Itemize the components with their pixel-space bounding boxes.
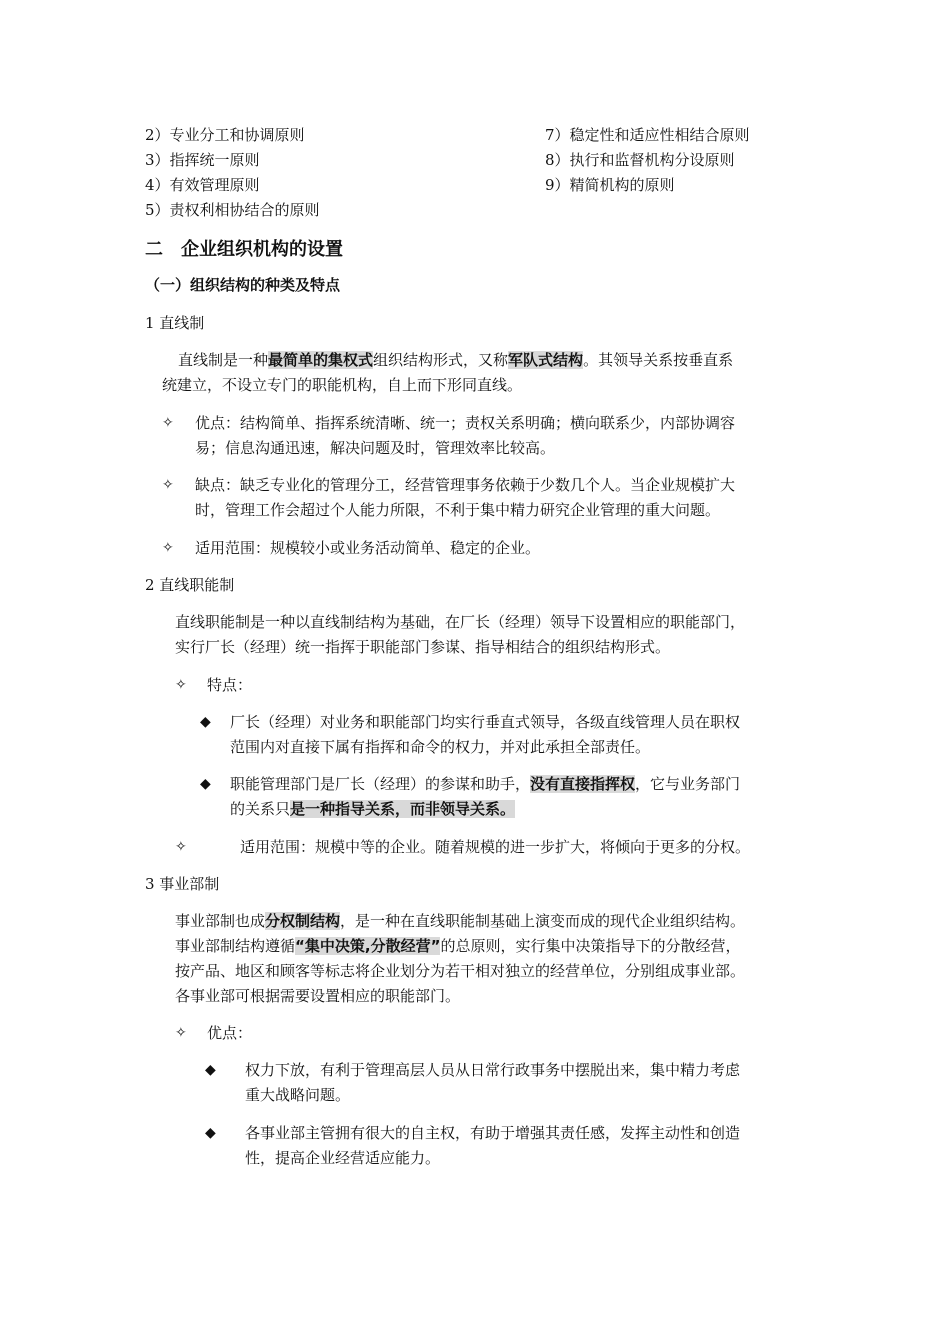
bullet-text: 适用范围：规模较小或业务活动简单、稳定的企业。	[195, 539, 541, 557]
bullet-text: 范围内对直接下属有指挥和命令的权力，并对此承担全部责任。	[230, 738, 651, 756]
bullet-text: 适用范围：规模中等的企业。随着规模的进一步扩大，将倾向于更多的分权。	[240, 838, 751, 856]
paragraph-line: 各事业部可根据需要设置相应的职能部门。	[175, 987, 461, 1005]
paragraph-line: 统建立，不设立专门的职能机构，自上而下形同直线。	[162, 376, 523, 394]
bullet-star-icon: ✧	[162, 415, 174, 431]
paragraph-line: 事业部制结构遵循“集中决策,分散经营”的总原则，实行集中决策指导下的分散经营，	[175, 937, 741, 955]
paragraph-line: 按产品、地区和顾客等标志将企业划分为若干相对独立的经营单位，分别组成事业部。	[175, 962, 746, 980]
item-title: 2 直线职能制	[145, 576, 235, 594]
principle-item: 4）有效管理原则	[145, 176, 260, 194]
bullet-star-icon: ✧	[162, 540, 174, 556]
paragraph-line: 直线职能制是一种以直线制结构为基础，在厂长（经理）领导下设置相应的职能部门，	[175, 613, 746, 631]
principle-item: 9）精简机构的原则	[545, 176, 675, 194]
bullet-text: 易；信息沟通迅速，解决问题及时，管理效率比较高。	[195, 439, 556, 457]
item-title: 1 直线制	[145, 314, 205, 332]
paragraph-line: 实行厂长（经理）统一指挥于职能部门参谋、指导相结合的组织结构形式。	[175, 638, 671, 656]
principle-item: 8）执行和监督机构分设原则	[545, 151, 735, 169]
bullet-text: 各事业部主管拥有很大的自主权，有助于增强其责任感，发挥主动性和创造	[245, 1124, 741, 1142]
item-title: 3 事业部制	[145, 875, 220, 893]
section-heading: 二 企业组织机构的设置	[145, 239, 343, 260]
principle-item: 3）指挥统一原则	[145, 151, 260, 169]
bullet-star-icon: ✧	[175, 1025, 187, 1041]
bullet-diamond-icon: ◆	[205, 1125, 216, 1141]
bullet-star-icon: ✧	[175, 677, 187, 693]
bullet-diamond-icon: ◆	[200, 714, 211, 730]
principle-item: 5）责权利相协结合的原则	[145, 201, 320, 219]
bullet-text: 时，管理工作会超过个人能力所限，不利于集中精力研究企业管理的重大问题。	[195, 501, 721, 519]
bullet-star-icon: ✧	[162, 477, 174, 493]
principle-item: 7）稳定性和适应性相结合原则	[545, 126, 750, 144]
bullet-star-icon: ✧	[175, 839, 187, 855]
bullet-text: 权力下放，有利于管理高层人员从日常行政事务中摆脱出来，集中精力考虑	[245, 1061, 741, 1079]
bullet-text: 重大战略问题。	[245, 1086, 351, 1104]
bullet-diamond-icon: ◆	[205, 1062, 216, 1078]
paragraph-line: 直线制是一种最简单的集权式组织结构形式，又称军队式结构。其领导关系按垂直系	[178, 351, 734, 369]
bullet-text: 性，提高企业经营适应能力。	[245, 1149, 441, 1167]
subsection-heading: （一）组织结构的种类及特点	[145, 276, 341, 294]
bullet-text: 优点：	[207, 1024, 253, 1042]
bullet-text: 缺点：缺乏专业化的管理分工，经营管理事务依赖于少数几个人。当企业规模扩大	[195, 476, 736, 494]
bullet-text: 职能管理部门是厂长（经理）的参谋和助手，没有直接指挥权，它与业务部门	[230, 775, 741, 793]
bullet-text: 的关系只是一种指导关系，而非领导关系。	[230, 800, 516, 818]
principle-item: 2）专业分工和协调原则	[145, 126, 305, 144]
bullet-text: 优点：结构简单、指挥系统清晰、统一；责权关系明确；横向联系少，内部协调容	[195, 414, 736, 432]
bullet-diamond-icon: ◆	[200, 776, 211, 792]
paragraph-line: 事业部制也成分权制结构，是一种在直线职能制基础上演变而成的现代企业组织结构。	[175, 912, 746, 930]
bullet-text: 特点：	[207, 676, 253, 694]
bullet-text: 厂长（经理）对业务和职能部门均实行垂直式领导，各级直线管理人员在职权	[230, 713, 741, 731]
